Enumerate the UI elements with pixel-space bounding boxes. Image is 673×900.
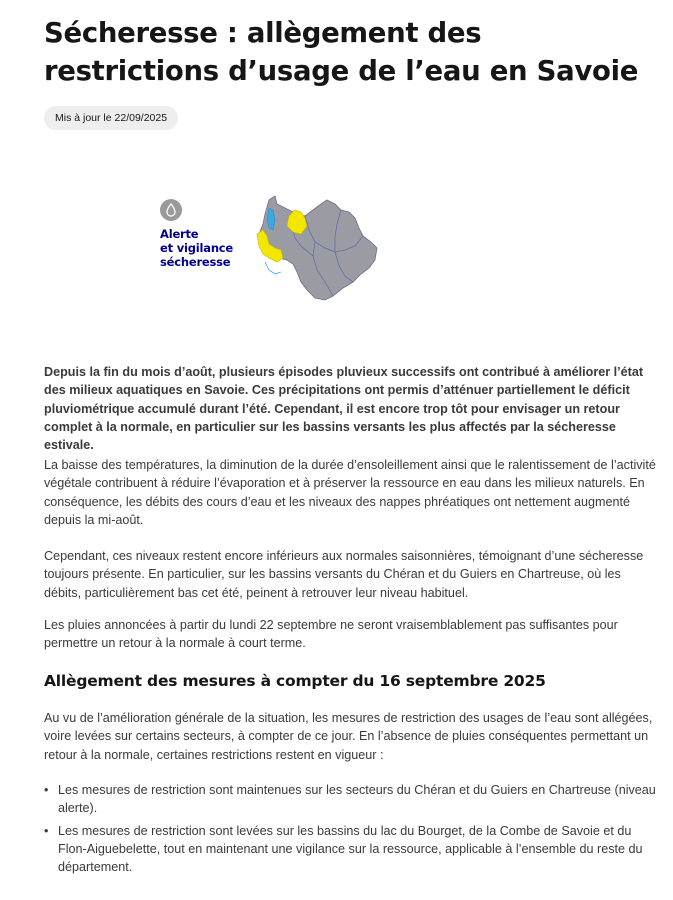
paragraph-levels: Cependant, ces niveaux restent encore inférieurs aux normales saisonnières, témoignant d’une sécheresse toujours présente. En particulier, sur les bassins versants du Chéran et du Guiers en Chartreuse, où les débits, particulièrement bas cet été, peinent à retrouver leur niveau habituel. [44,549,644,600]
savoie-map [255,190,380,305]
illustration-title [160,227,233,269]
illustration-title-line: Alerte [160,227,199,241]
lead-paragraph: Depuis la fin du mois d’août, plusieurs épisodes pluvieux successifs ont contribué à améliorer l’état des milieux aquatiques en Savoie. Ces précipitations ont permis d’atténuer partiellement le déficit pluviométrique accumulé durant l’été. Cependant, il est encore trop tôt pour envisager un retour complet à la normale, en particulier sur les bassins versants les plus affectés par la sécheresse estivale. [44,365,644,453]
measures-list [44,781,656,880]
updated-date-badge: Mis à jour le 22/09/2025 [44,106,178,130]
illustration-title-line: et vigilance [160,241,234,255]
paragraph-conditions: La baisse des températures, la diminution de la durée d’ensoleillement ainsi que le ralentissement de l’activité végétale contribuent à réduire l’évaporation et à préserver la ressource en eau dans les milieux naturels. En conséquence, les débits des cours d’eau et les niveaux des nappes phréatiques ont nettement augmenté depuis la mi-août. [44,458,656,527]
list-item: • Les mesures de restriction sont maintenues sur les secteurs du Chéran et du Guiers en Chartreuse (niveau alerte). [44,781,656,818]
water-drop-icon [160,199,182,221]
section-heading: Allègement des mesures à compter du 16 septembre 2025 [44,672,546,690]
paragraph-forecast: Les pluies annoncées à partir du lundi 22 septembre ne seront vraisemblablement pas suffisantes pour permettre un retour à la normale à court terme. [44,618,618,651]
savoie-department-shape [259,196,377,300]
drought-alert-illustration [155,190,380,308]
illustration-title-line: sécheresse [160,255,231,269]
section-intro: Au vu de l’amélioration générale de la situation, les mesures de restriction des usages de l’eau sont allégées, voire levées sur certains secteurs, à compter de ce jour. En l’absence de pluies conséquentes permettant un retour à la normale, certaines restrictions restent en vigueur : [44,711,653,762]
page-title: Sécheresse : allègement des restrictions d’usage de l’eau en Savoie [44,17,639,87]
river-line [265,262,281,274]
list-item: • Les mesures de restriction sont levées sur les bassins du lac du Bourget, de la Combe de Savoie et du Flon-Aiguebelette, tout en maintenant une vigilance sur la ressource, applicable à l’ensemble du reste du département. [44,822,656,877]
